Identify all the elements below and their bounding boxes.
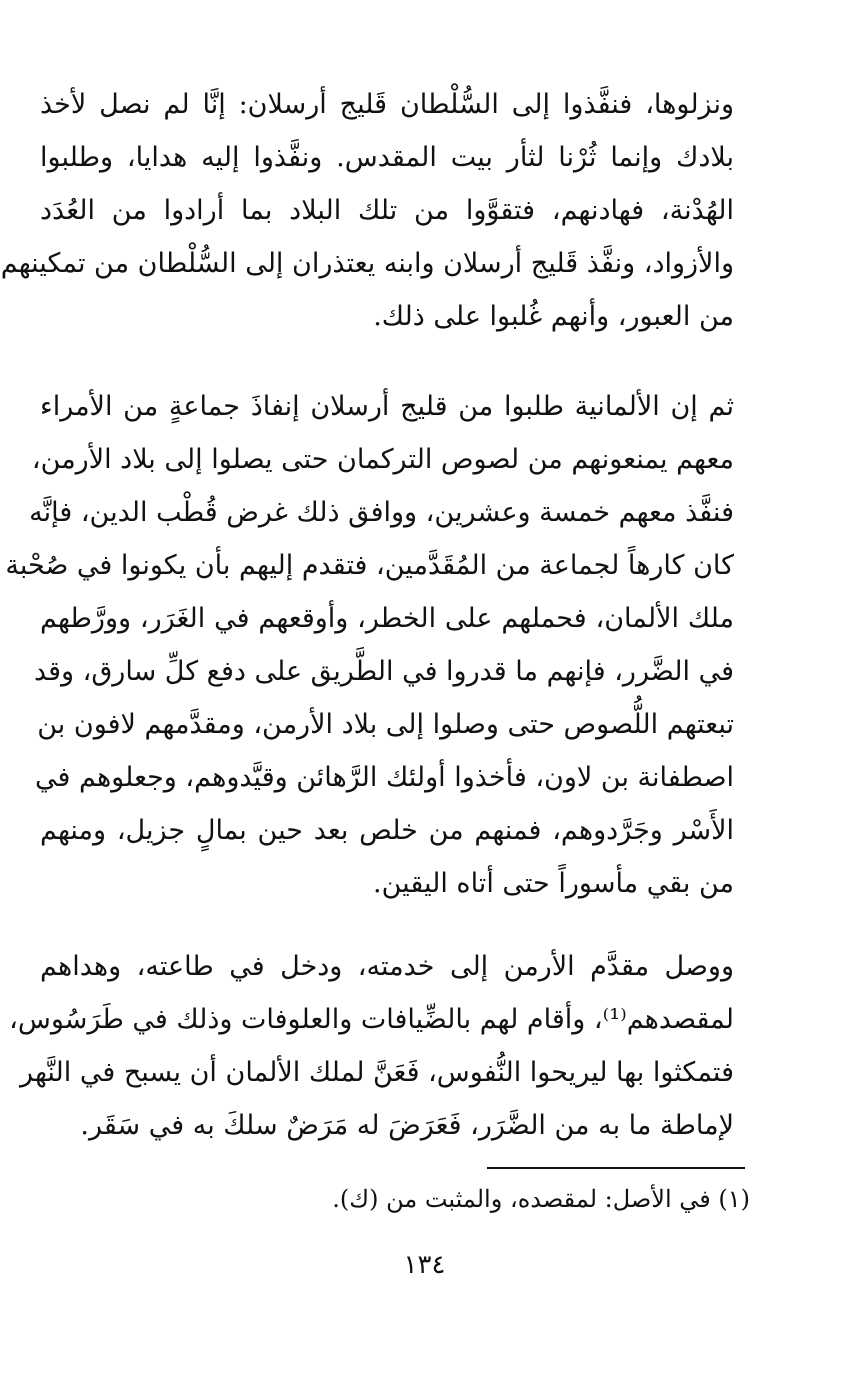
paragraph-2: [5, 380, 734, 910]
text-line: من بقي مأسوراً حتى أتاه اليقين.: [373, 868, 734, 899]
text-line: الهُدْنة، فهادنهم، فتقوَّوا من تلك البلاد بما أرادوا من العُدَد: [40, 195, 734, 226]
text-line: ثم إن الألمانية طلبوا من قليج أرسلان إنفاذَ جماعةٍ من الأمراء: [40, 391, 734, 422]
paragraph-1: [0, 78, 734, 343]
text-line: معهم يمنعونهم من لصوص التركمان حتى يصلوا إلى بلاد الأرمن،: [31, 444, 734, 475]
text-line: تبعتهم اللُّصوص حتى وصلوا إلى بلاد الأرمن، ومقدَّمهم لافون بن: [37, 709, 734, 740]
text-line: في الضَّرر، فإنهم ما قدروا في الطَّريق على دفع كلِّ سارق، وقد: [33, 656, 734, 687]
paragraph-3: [9, 940, 734, 1152]
text-line: كان كارهاً لجماعة من المُقَدَّمين، فتقدم إليهم بأن يكونوا في صُحْبة: [5, 550, 734, 581]
text-line: فنفَّذ معهم خمسة وعشرين، ووافق ذلك غرض قُطْب الدين، فإنَّه: [29, 497, 734, 528]
text-line: ونزلوها، فنفَّذوا إلى السُّلْطان قَليج أرسلان: إنَّا لم نصل لأخذ: [40, 89, 734, 120]
text-line: ملك الألمان، فحملهم على الخطر، وأوقعهم في الغَرَر، وورَّطهم: [40, 603, 734, 634]
text-line: الأَسْر وجَرَّدوهم، فمنهم من خلص بعد حين بمالٍ جزيل، ومنهم: [40, 815, 734, 846]
text-line: ووصل مقدَّم الأرمن إلى خدمته، ودخل في طاعته، وهداهم: [40, 951, 734, 982]
text-line: لإماطة ما به من الضَّرَر، فَعَرَضَ له مَرَضٌ سلكَ به في سَقَر.: [80, 1110, 734, 1141]
text-line: بلادك وإنما ثُرْنا لثأر بيت المقدس. ونفَّذوا إليه هدايا، وطلبوا: [40, 142, 734, 173]
footnote: (١) في الأصل: لمقصده، والمثبت من (ك).: [332, 1185, 750, 1213]
text-line: لمقصدهم⁽¹⁾، وأقام لهم بالضِّيافات والعلوفات وذلك في طَرَسُوس،: [9, 1004, 734, 1035]
page-number: ١٣٤: [403, 1250, 446, 1280]
text-line: والأزواد، ونفَّذ قَليج أرسلان وابنه يعتذران إلى السُّلْطان من تمكينهم: [0, 248, 734, 279]
text-line: فتمكثوا بها ليريحوا النُّفوس، فَعَنَّ لملك الألمان أن يسبح في النَّهر: [20, 1057, 734, 1088]
footnote-divider: [487, 1167, 745, 1169]
text-line: من العبور، وأنهم غُلبوا على ذلك.: [373, 301, 734, 332]
text-line: اصطفانة بن لاون، فأخذوا أولئك الرَّهائن وقيَّدوهم، وجعلوهم في: [34, 762, 734, 793]
